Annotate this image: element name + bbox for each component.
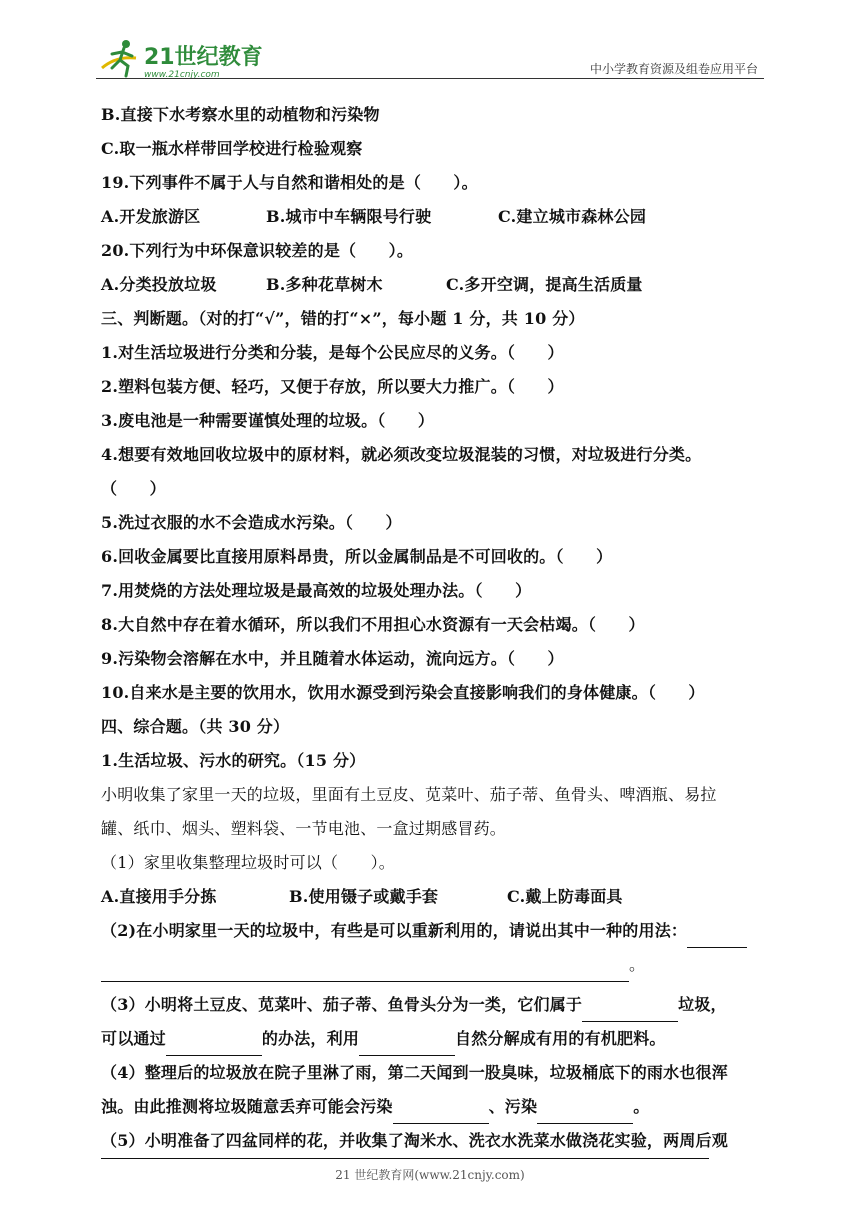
sub-question-4: （4）整理后的垃圾放在院子里淋了雨，第二天闻到一股臭味，垃圾桶底下的雨水也很浑	[101, 1063, 728, 1082]
judge-4: 4.想要有效地回收垃圾中的原材料，就必须改变垃圾混装的习惯，对垃圾进行分类。	[101, 445, 702, 464]
section-4-heading: 四、综合题。（共 30 分）	[101, 717, 290, 736]
option-a: A.直接用手分拣	[101, 887, 217, 906]
header-platform-text: 中小学教育资源及组卷应用平台	[589, 62, 758, 76]
judge-2: 2.塑料包装方便、轻巧，又便于存放，所以要大力推广。（ ）	[101, 377, 564, 396]
judge-3: 3.废电池是一种需要谨慎处理的垃圾。（ ）	[101, 411, 435, 430]
answer-blank[interactable]	[582, 1001, 678, 1022]
logo-21cnjy	[96, 36, 266, 80]
answer-blank[interactable]	[393, 1103, 489, 1124]
paragraph-line: 小明收集了家里一天的垃圾，里面有土豆皮、苋菜叶、茄子蒂、鱼骨头、啤酒瓶、易拉	[101, 785, 717, 804]
page-header	[96, 30, 764, 78]
sub-question-3-cont: 可以通过 的办法，利用 自然分解成有用的有机肥料。	[101, 1022, 766, 1056]
answer-blank[interactable]	[101, 959, 629, 982]
answer-blank[interactable]	[537, 1103, 633, 1124]
option-b: B.多种花草树木	[266, 275, 383, 294]
section-3-heading: 三、判断题。（对的打“√”，错的打“×”，每小题 1 分，共 10 分）	[101, 309, 585, 328]
answer-blank[interactable]	[687, 927, 747, 948]
header-divider	[96, 78, 764, 79]
question-20-options	[101, 268, 766, 302]
judge-4-bracket: （ ）	[101, 479, 166, 498]
question-19-options	[101, 200, 766, 234]
sub-question-5: （5）小明准备了四盆同样的花，并收集了淘米水、洗衣水洗菜水做浇花实验，两周后观	[101, 1131, 728, 1150]
logo-text: 21世纪教育	[144, 45, 263, 70]
judge-7: 7.用焚烧的方法处理垃圾是最高效的垃圾处理办法。（ ）	[101, 581, 532, 600]
question-20: 20.下列行为中环保意识较差的是（ ）。	[101, 241, 414, 260]
option-line: B.直接下水考察水里的动植物和污染物	[101, 105, 380, 124]
option-b: B.使用镊子或戴手套	[289, 887, 439, 906]
logo-url: www.21cnjy.com	[144, 70, 220, 80]
exam-content	[101, 98, 766, 1158]
comprehensive-1-title: 1.生活垃圾、污水的研究。（15 分）	[101, 751, 366, 770]
question-19: 19.下列事件不属于人与自然和谐相处的是（ ）。	[101, 173, 478, 192]
sub-question-2: （2)在小明家里一天的垃圾中，有些是可以重新利用的，请说出其中一种的用法：	[101, 914, 766, 948]
sub-question-1-options	[101, 880, 766, 914]
option-c: C.戴上防毒面具	[507, 887, 623, 906]
judge-8: 8.大自然中存在着水循环，所以我们不用担心水资源有一天会枯竭。（ ）	[101, 615, 645, 634]
sub-question-4-cont: 浊。由此推测将垃圾随意丢弃可能会污染 、污染 。	[101, 1090, 766, 1124]
option-c: C.建立城市森林公园	[498, 207, 647, 226]
sub-question-2-blank-line: 。	[101, 948, 766, 982]
judge-10: 10.自来水是主要的饮用水，饮用水源受到污染会直接影响我们的身体健康。（ ）	[101, 683, 705, 702]
option-b: B.城市中车辆限号行驶	[266, 207, 432, 226]
option-a: A.开发旅游区	[101, 207, 201, 226]
option-a: A.分类投放垃圾	[101, 275, 217, 294]
answer-blank[interactable]	[359, 1035, 455, 1056]
judge-1: 1.对生活垃圾进行分类和分装，是每个公民应尽的义务。（ ）	[101, 343, 564, 362]
sub-question-1: （1）家里收集整理垃圾时可以（ ）。	[101, 853, 395, 872]
footer-text: 21 世纪教育网(www.21cnjy.com)	[335, 1168, 525, 1182]
judge-6: 6.回收金属要比直接用原料昂贵，所以金属制品是不可回收的。（ ）	[101, 547, 613, 566]
judge-9: 9.污染物会溶解在水中，并且随着水体运动，流向远方。（ ）	[101, 649, 564, 668]
paragraph-line: 罐、纸巾、烟头、塑料袋、一节电池、一盒过期感冒药。	[101, 819, 507, 838]
sub-question-3: （3）小明将土豆皮、苋菜叶、茄子蒂、鱼骨头分为一类，它们属于 垃圾，	[101, 988, 766, 1022]
option-c: C.多开空调，提高生活质量	[446, 275, 643, 294]
judge-5: 5.洗过衣服的水不会造成水污染。（ ）	[101, 513, 402, 532]
answer-blank[interactable]	[166, 1035, 262, 1056]
option-line: C.取一瓶水样带回学校进行检验观察	[101, 139, 363, 158]
footer-divider	[101, 1158, 709, 1159]
